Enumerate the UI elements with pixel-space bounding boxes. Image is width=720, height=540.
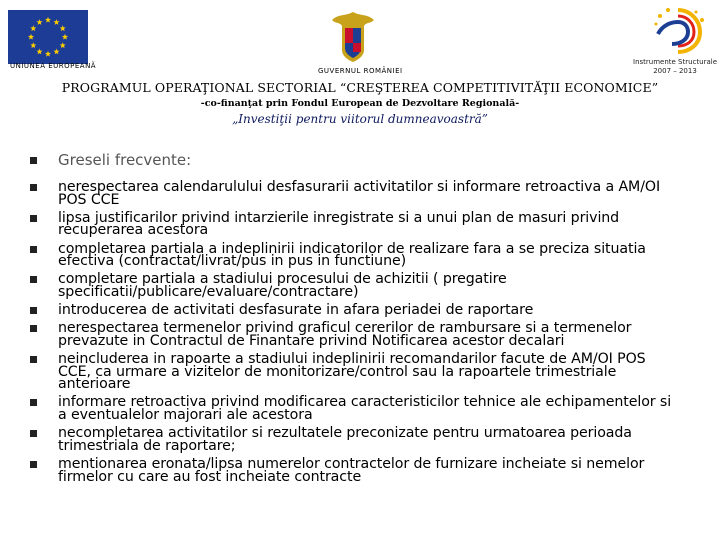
list-item-text: completare partiala a stadiului procesului de achizitii ( pregatire specificatii/publicare/evaluare/contractare) <box>58 271 507 300</box>
list-item <box>0 181 720 206</box>
list-item-text: lipsa justificarilor privind intarzierile inregistrate si a unui plan de masuri privind recuperarea acestora <box>58 209 620 239</box>
bullet-icon <box>30 430 37 437</box>
eu-flag-icon <box>8 10 88 64</box>
list-item <box>0 458 720 483</box>
list-item <box>0 394 720 424</box>
list-item <box>0 322 720 347</box>
struct-caption-line-2: 2007 – 2013 <box>653 67 697 75</box>
list-item-text: informare retroactiva privind modificarea caracteristicilor tehnice ale echipamentelor si a eventualelor majorari ale acestora <box>58 394 672 424</box>
list-item-text: nerespectarea calendarulului desfasurarii activitatilor si informare retroactiva a AM/OI POS CCE <box>58 179 661 208</box>
bullet-icon <box>30 307 37 314</box>
bullet-icon <box>30 184 37 191</box>
bullet-icon <box>30 276 37 283</box>
bullet-icon <box>30 356 37 363</box>
mistakes-list <box>0 181 720 489</box>
list-item <box>0 209 720 239</box>
list-item-text: necompletarea activitatilor si rezultatele preconizate pentru urmatoarea perioada trimestriala de raportare; <box>58 425 632 454</box>
section-title: Greseli frecvente: <box>58 151 192 169</box>
program-motto: „Investiţii pentru viitorul dumneavoastră” <box>232 112 488 126</box>
list-item-text: neincluderea in rapoarte a stadiului indeplinirii recomandarilor facute de AM/OI POS CCE, ca urmare a vizitelor de monitorizare/control sau la rapoartele trimestriale anterioare <box>58 351 646 393</box>
list-item-text: introducerea de activitati desfasurate in afara periadei de raportare <box>58 302 534 319</box>
bullet-icon <box>30 246 37 253</box>
list-item-text: nerespectarea termenelor privind graficul cererilor de rambursare si a termenelor prevazute in Contractul de Finantare privind Notificarea acestor decalari <box>58 320 632 349</box>
list-item <box>0 240 720 270</box>
program-subtitle: -co-finanţat prin Fondul European de Dezvoltare Regională- <box>200 98 520 109</box>
struct-caption-line-1: Instrumente Structurale <box>633 58 717 66</box>
bullet-icon <box>30 157 37 164</box>
list-item <box>0 273 720 298</box>
gov-caption: GUVERNUL ROMÂNIEI <box>318 67 403 75</box>
eu-caption: UNIUNEA EUROPEANĂ <box>10 62 97 70</box>
coat-of-arms-icon <box>328 8 378 64</box>
list-item-text: completarea partiala a indeplinirii indicatorilor de realizare fara a se preciza situatia efectiva (contractat/livrat/pus in pus in functiune) <box>58 240 646 270</box>
list-item-text: mentionarea eronata/lipsa numerelor contractelor de furnizare incheiate si nemelor firmelor cu care au fost incheiate contracte <box>58 456 645 485</box>
program-title: PROGRAMUL OPERAŢIONAL SECTORIAL “CREŞTEREA COMPETITIVITĂŢII ECONOMICE” <box>61 80 659 95</box>
list-item <box>0 304 720 317</box>
structural-instruments-logo-icon <box>648 4 708 60</box>
list-item <box>0 353 720 391</box>
bullet-icon <box>30 461 37 468</box>
bullet-icon <box>30 215 37 222</box>
list-item <box>0 427 720 452</box>
struct-caption <box>632 58 718 76</box>
bullet-icon <box>30 399 37 406</box>
bullet-icon <box>30 325 37 332</box>
